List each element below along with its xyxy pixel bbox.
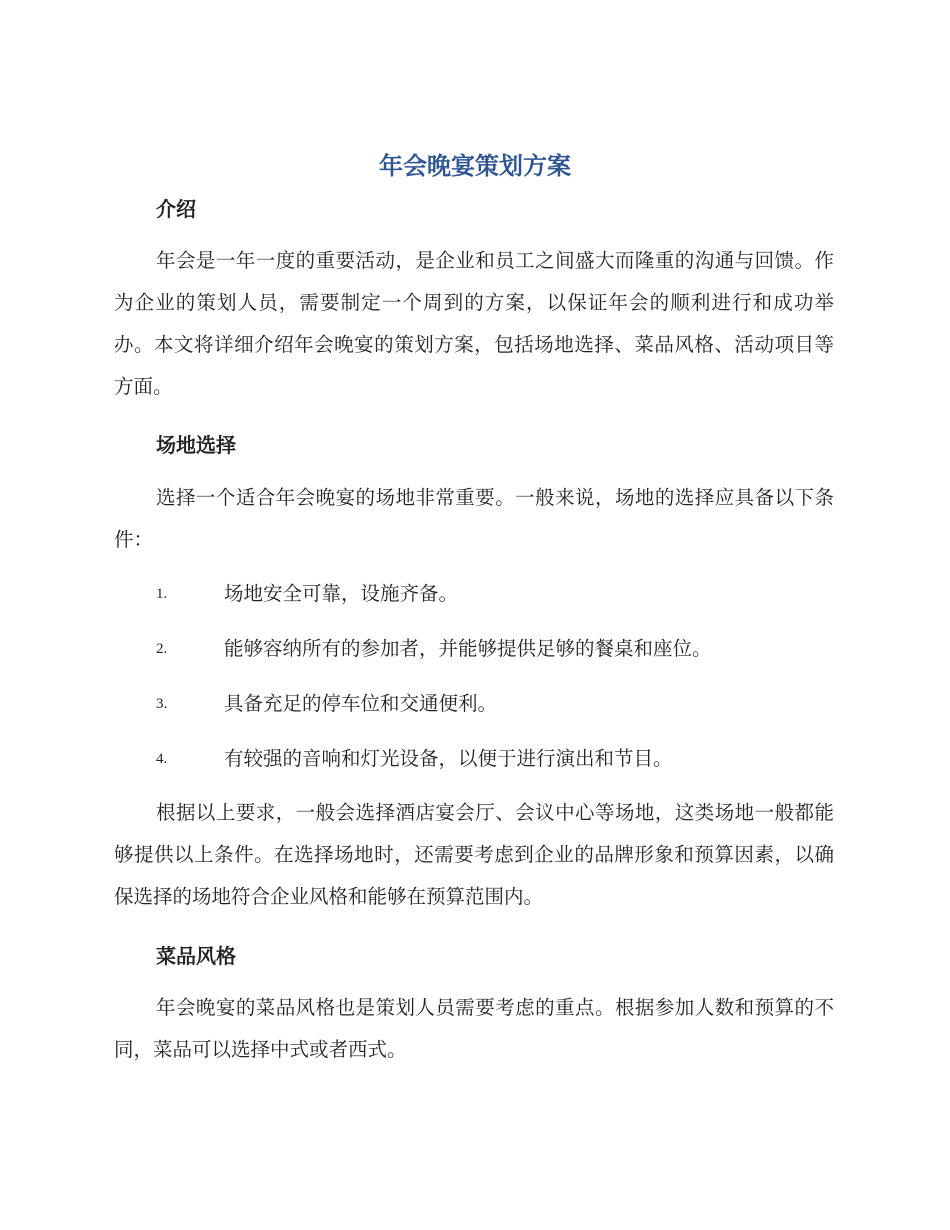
document-title: 年会晚宴策划方案 bbox=[379, 152, 571, 180]
list-text: 场地安全可靠，设施齐备。 bbox=[224, 582, 459, 605]
list-text: 具备充足的停车位和交通便利。 bbox=[224, 692, 498, 715]
list-number: 1. bbox=[156, 586, 168, 602]
list-number: 2. bbox=[156, 641, 168, 657]
cuisine-paragraph: 年会晚宴的菜品风格也是策划人员需要考虑的重点。根据参加人数和预算的不同，菜品可以选择中式或者西式。 bbox=[114, 996, 834, 1061]
intro-paragraph: 年会是一年一度的重要活动，是企业和员工之间盛大而隆重的沟通与回馈。作为企业的策划人员，需要制定一个周到的方案，以保证年会的顺利进行和成功举办。本文将详细介绍年会晚宴的策划方案，包括场地选择、菜品风格、活动项目等方面。 bbox=[114, 249, 834, 398]
section-heading-venue: 场地选择 bbox=[156, 433, 236, 457]
venue-conclusion-paragraph: 根据以上要求，一般会选择酒店宴会厅、会议中心等场地，这类场地一般都能够提供以上条件。在选择场地时，还需要考虑到企业的品牌形象和预算因素，以确保选择的场地符合企业风格和能够在预算范围内。 bbox=[114, 801, 834, 908]
list-number: 4. bbox=[156, 751, 168, 767]
list-text: 有较强的音响和灯光设备，以便于进行演出和节目。 bbox=[224, 747, 673, 770]
section-heading-cuisine: 菜品风格 bbox=[156, 944, 236, 968]
list-text: 能够容纳所有的参加者，并能够提供足够的餐桌和座位。 bbox=[224, 637, 712, 660]
venue-intro-paragraph: 选择一个适合年会晚宴的场地非常重要。一般来说，场地的选择应具备以下条件： bbox=[114, 486, 834, 551]
section-heading-intro: 介绍 bbox=[156, 197, 196, 221]
list-number: 3. bbox=[156, 696, 168, 712]
